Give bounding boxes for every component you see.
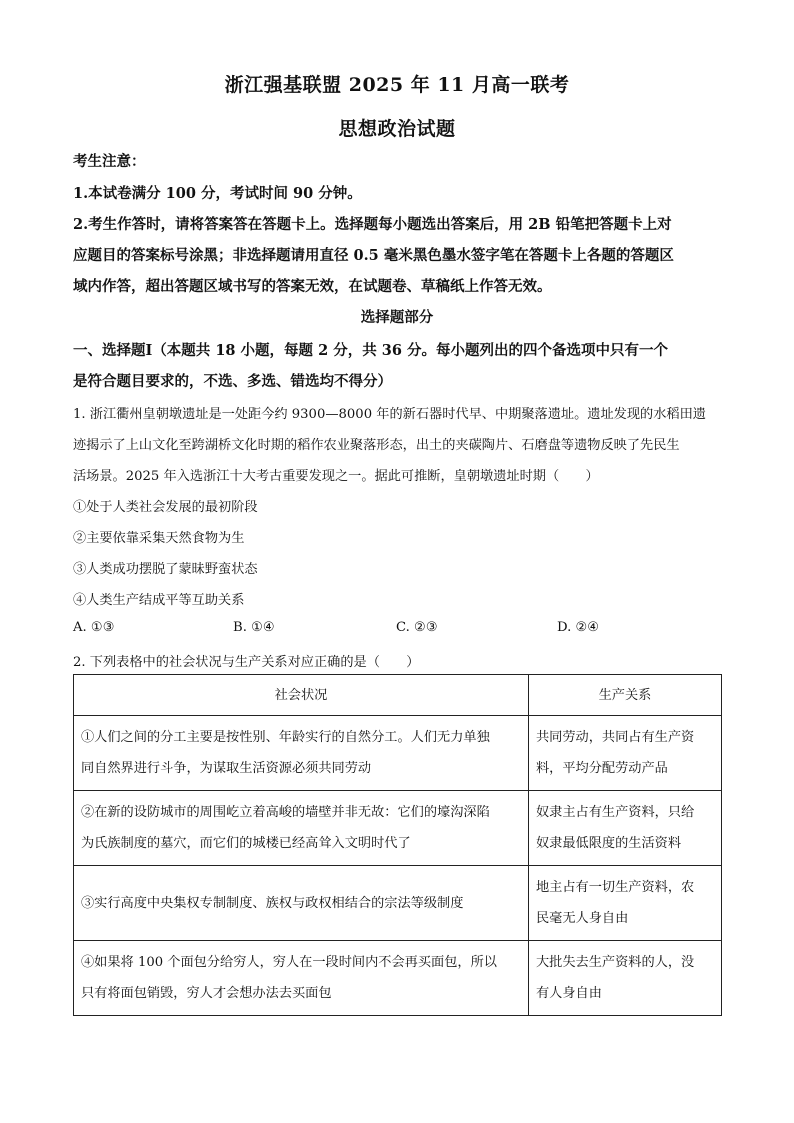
- q1-item: ①处于人类社会发展的最初阶段: [73, 500, 258, 515]
- cell-line: ④如果将 100 个面包分给穷人，穷人在一段时间内不会再买面包，所以: [81, 955, 497, 970]
- q1-item: ③人类成功摆脱了蒙昧野蛮状态: [73, 562, 258, 577]
- part1-instructions-a: 一、选择题Ⅰ（本题共 18 小题，每题 2 分，共 36 分。每小题列出的四个备选项中只有一个: [73, 342, 669, 359]
- cell-line: 只有将面包销毁，穷人才会想办法去买面包: [81, 986, 332, 1001]
- q1-option-a: A. ①③: [73, 620, 115, 635]
- cell-line: 民毫无人身自由: [536, 911, 629, 926]
- q1-item: ④人类生产结成平等互助关系: [73, 593, 245, 608]
- cell-line: ①人们之间的分工主要是按性别、年龄实行的自然分工。人们无力单独: [81, 730, 490, 745]
- q2-stem: 2. 下列表格中的社会状况与生产关系对应正确的是（ ）: [73, 655, 420, 670]
- cell-line: 大批失去生产资料的人，没: [536, 955, 695, 970]
- table-row: [74, 941, 722, 1016]
- notice-line-2a: 2.考生作答时，请将答案答在答题卡上。选择题每小题选出答案后，用 2B 铅笔把答题卡上对: [73, 216, 672, 233]
- cell-line: ③实行高度中央集权专制制度、族权与政权相结合的宗法等级制度: [81, 895, 464, 911]
- status-cell: [74, 941, 529, 1016]
- header-social-status: 社会状况: [74, 675, 529, 716]
- cell-line: 共同劳动，共同占有生产资: [536, 730, 695, 745]
- table-row: [74, 866, 722, 941]
- notice-heading: 考生注意：: [73, 153, 146, 170]
- table-header-row: [74, 675, 722, 716]
- relation-cell: [529, 791, 722, 866]
- cell-line: 有人身自由: [536, 986, 602, 1001]
- status-cell: [74, 866, 529, 941]
- q1-stem-line-1: 1. 浙江衢州皇朝墩遗址是一处距今约 9300—8000 年的新石器时代早、中期聚落遗址。遗址发现的水稻田遗: [73, 407, 706, 422]
- notice-line-1: 1.本试卷满分 100 分，考试时间 90 分钟。: [73, 185, 362, 202]
- q1-item: ②主要依靠采集天然食物为生: [73, 531, 245, 546]
- q1-option-b: B. ①④: [233, 620, 275, 635]
- relation-cell: [529, 716, 722, 791]
- status-cell: [74, 791, 529, 866]
- table-row: [74, 791, 722, 866]
- cell-line: 奴隶主占有生产资料，只给: [536, 805, 695, 820]
- q1-stem-line-3: 活场景。2025 年入选浙江十大考古重要发现之一。据此可推断，皇朝墩遗址时期（ ）: [73, 469, 599, 484]
- cell-line: 同自然界进行斗争，为谋取生活资源必须共同劳动: [81, 761, 372, 776]
- q1-stem-line-2: 迹揭示了上山文化至跨湖桥文化时期的稻作农业聚落形态，出土的夹碳陶片、石磨盘等遗物反映了先民生: [73, 438, 680, 453]
- q2-table: [73, 674, 722, 1016]
- relation-cell: [529, 866, 722, 941]
- cell-line: 为氏族制度的墓穴，而它们的城楼已经高耸入文明时代了: [81, 836, 411, 851]
- q1-option-c: C. ②③: [396, 620, 438, 635]
- header-production-relations: 生产关系: [529, 675, 722, 716]
- status-cell: [74, 716, 529, 791]
- relation-cell: [529, 941, 722, 1016]
- cell-line: 料，平均分配劳动产品: [536, 761, 668, 776]
- cell-line: 地主占有一切生产资料，农: [536, 880, 695, 895]
- section-title: 选择题部分: [360, 309, 434, 326]
- exam-subject: 思想政治试题: [338, 118, 456, 140]
- table-row: [74, 716, 722, 791]
- notice-line-2c: 域内作答，超出答题区域书写的答案无效，在试题卷、草稿纸上作答无效。: [73, 278, 552, 295]
- cell-line: 奴隶最低限度的生活资料: [536, 836, 682, 851]
- part1-instructions-b: 是符合题目要求的，不选、多选、错选均不得分）: [73, 373, 392, 390]
- q1-option-d: D. ②④: [557, 620, 600, 635]
- notice-line-2b: 应题目的答案标号涂黑；非选择题请用直径 0.5 毫米黑色墨水签字笔在答题卡上各题的答题区: [73, 247, 674, 264]
- cell-line: ②在新的设防城市的周围屹立着高峻的墙壁并非无故：它们的壕沟深陷: [81, 805, 490, 820]
- exam-title: 浙江强基联盟 2025 年 11 月高一联考: [224, 74, 570, 96]
